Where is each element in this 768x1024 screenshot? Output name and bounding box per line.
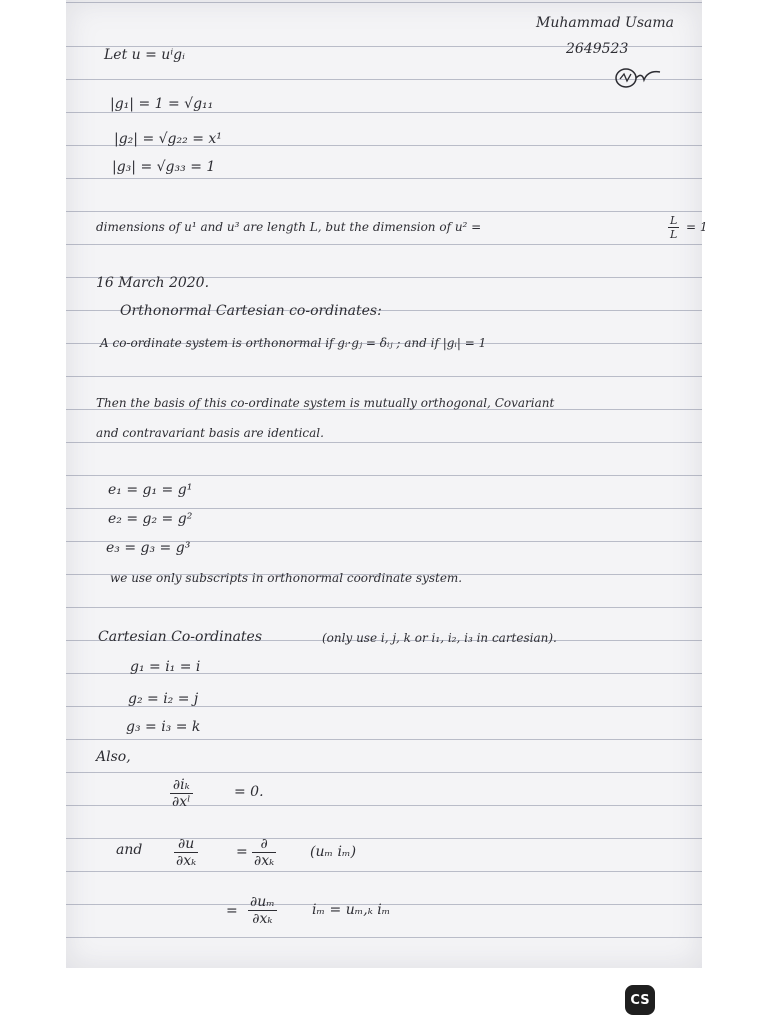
author-name: Muhammad Usama <box>536 15 674 31</box>
derivative-operator-numerator: ∂ <box>252 836 276 853</box>
line-let: Let u = uⁱgᵢ <box>104 47 185 63</box>
line-dimensions: dimensions of u¹ and u³ are length L, but the dimension of u² = <box>96 220 482 234</box>
line-g1: |g₁| = 1 = √g₁₁ <box>110 96 214 112</box>
line-i3: g₃ = i₃ = k <box>126 719 201 735</box>
derivative-final-expression: iₘ = uₘ,ₖ iₘ <box>312 902 391 918</box>
line-subscripts-note: we use only subscripts in orthonormal coordinate system. <box>110 571 463 585</box>
line-i2: g₂ = i₂ = j <box>128 691 199 707</box>
line-and: and <box>116 842 143 858</box>
derivative-final-equals: = <box>226 903 238 919</box>
line-date: 16 March 2020. <box>96 275 210 291</box>
derivative-u-denominator: ∂xₖ <box>176 853 197 869</box>
line-basis-orthogonal: Then the basis of this co-ordinate system is mutually orthogonal, Covariant <box>96 396 555 410</box>
dimension-result: = 1 <box>686 220 708 234</box>
derivative-u-numerator: ∂u <box>174 836 198 853</box>
roll-number: 2649523 <box>566 41 629 57</box>
derivative-ik-numerator: ∂iₖ <box>170 777 193 794</box>
derivative-um-denominator: ∂xₖ <box>252 911 273 927</box>
derivative-ik-result: = 0. <box>234 784 264 800</box>
derivative-ik <box>170 777 193 810</box>
line-basis-identical: and contravariant basis are identical. <box>96 426 324 440</box>
dimension-fraction-denominator: L <box>670 228 678 241</box>
line-e2: e₂ = g₂ = g² <box>108 511 193 527</box>
line-i1: g₁ = i₁ = i <box>130 659 201 675</box>
line-heading-cartesian: Cartesian Co-ordinates <box>98 629 263 645</box>
line-cartesian-note: (only use i, j, k or i₁, i₂, i₃ in cartesian). <box>322 631 557 645</box>
signature-icon <box>614 62 664 92</box>
line-g3: |g₃| = √g₃₃ = 1 <box>112 159 216 175</box>
camscanner-logo: CS <box>625 985 655 1015</box>
derivative-operator <box>252 836 276 869</box>
line-g2: |g₂| = √g₂₂ = x¹ <box>114 131 222 147</box>
derivative-um <box>248 894 277 927</box>
dimension-fraction <box>668 214 679 241</box>
line-orthonormal-definition: A co-ordinate system is orthonormal if gᵢ·gⱼ = δᵢⱼ ; and if |gᵢ| = 1 <box>100 336 487 350</box>
derivative-operator-denominator: ∂xₖ <box>254 853 275 869</box>
line-e3: e₃ = g₃ = g³ <box>106 540 191 556</box>
line-heading-orthonormal: Orthonormal Cartesian co-ordinates: <box>120 303 382 319</box>
derivative-ik-denominator: ∂xˡ <box>172 794 191 810</box>
derivative-u <box>174 836 198 869</box>
line-e1: e₁ = g₁ = g¹ <box>108 482 193 498</box>
line-also: Also, <box>96 749 131 765</box>
dimension-fraction-numerator: L <box>670 214 678 227</box>
derivative-u-equals: = <box>236 844 248 860</box>
derivative-um-numerator: ∂uₘ <box>250 894 275 910</box>
notebook-page <box>66 0 708 968</box>
derivative-u-expression: (uₘ iₘ) <box>310 844 357 860</box>
